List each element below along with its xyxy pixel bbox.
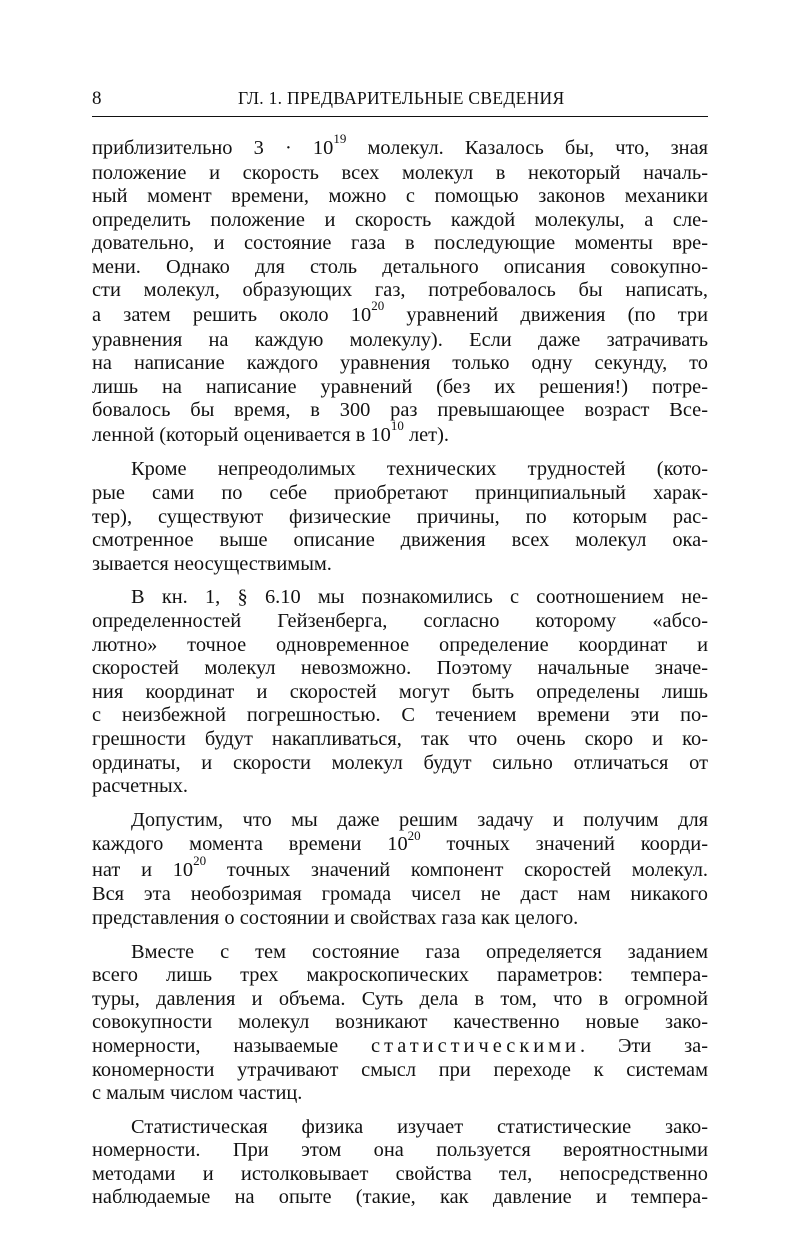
text-line: Вместе с тем состояние газа определяется заданием — [131, 940, 708, 963]
text-line: каждого момента времени $10^{20}$ точных значений коорди- — [92, 827, 708, 856]
running-header — [92, 88, 708, 117]
paragraph-5 — [92, 941, 708, 1106]
text-line: ный момент времени, можно с помощью законов механики — [92, 185, 708, 208]
text-line: нат и $10^{20}$ точных значений компонент скоростей молекул. — [92, 853, 709, 881]
chapter-title: ГЛ. 1. ПРЕДВАРИТЕЛЬНЫЕ СВЕДЕНИЯ — [238, 88, 565, 108]
text-line: совокупности молекул возникают качественно новые зако- — [92, 1011, 708, 1034]
text-line: В кн. 1, § 6.10 мы познакомились с соотношением не- — [131, 586, 708, 609]
text-line: Вся эта необозримая громада чисел не даст нам никакого — [92, 883, 708, 906]
text-line: всего лишь трех макроскопических параметров: темпера- — [92, 964, 708, 987]
text-line: определить положение и скорость каждой молекулы, а сле- — [92, 208, 708, 231]
text-line: ленной (который оценивается в $10^{10}$ лет). — [92, 418, 449, 446]
text-line: ординаты, и скорости молекул будут сильно отличаться от — [92, 751, 708, 774]
text-line: сти молекул, образующих газ, потребовалось бы написать, — [92, 279, 708, 302]
text-line: туры, давления и объема. Суть дела в том, что в огромной — [92, 987, 708, 1010]
paragraph-3 — [92, 586, 708, 798]
text-line: бовалось бы время, в 300 раз превышающее возраст Все- — [92, 399, 708, 422]
text-line: тер), существуют физические причины, по которым рас- — [92, 505, 708, 528]
text-line: на написание каждого уравнения только одну секунду, то — [92, 352, 708, 375]
text-line: смотренное выше описание движения всех молекул ока- — [92, 529, 708, 552]
text-line: лишь на написание уравнений (без их решения!) потре- — [92, 375, 708, 398]
text-line: методами и истолковывает свойства тел, непосредственно — [92, 1162, 708, 1185]
paragraph-1 — [92, 131, 708, 448]
text-line: Кроме непреодолимых технических трудностей (кото- — [131, 458, 708, 481]
text-line: кономерности утрачивают смысл при переходе к системам — [92, 1058, 708, 1081]
text-line: Допустим, что мы даже решим задачу и получим для — [131, 808, 708, 831]
text-line: Статистическая физика изучает статистические зако- — [131, 1115, 708, 1138]
paragraph-4 — [92, 809, 708, 931]
text-line: с малым числом частиц. — [92, 1082, 303, 1105]
text-line: рые сами по себе приобретают принципиальный харак- — [92, 482, 708, 505]
text-line: а затем решить около $10^{20}$ уравнений движения (по три — [92, 298, 708, 327]
text-line: ния координат и скоростей могут быть определены лишь — [92, 680, 708, 703]
text-line: грешности будут накапливаться, так что очень скоро и ко- — [92, 727, 708, 750]
text-line: положение и скорость всех молекул в некоторый началь- — [92, 161, 708, 184]
text-line: мени. Однако для столь детального описания совокупно- — [92, 255, 708, 278]
text-line: номерности, называемые статистическими. Эти за- — [92, 1034, 708, 1057]
paragraph-2 — [92, 458, 708, 576]
emphasized-term: статистическими — [371, 1034, 580, 1057]
text-line: лютно» точное одновременное определение координат и — [92, 633, 708, 656]
page-body — [92, 131, 709, 1210]
text-line: представления о состоянии и свойствах газа как целого. — [92, 906, 579, 929]
text-line: зывается неосуществимым. — [92, 552, 332, 575]
text-line: уравнения на каждую молекулу). Если даже затрачивать — [92, 328, 708, 351]
text-line: довательно, и состояние газа в последующие моменты вре- — [92, 232, 708, 255]
text-line: определенностей Гейзенберга, согласно которому «абсо- — [92, 610, 708, 632]
page-number: 8 — [92, 88, 102, 109]
paragraph-6 — [92, 1116, 708, 1210]
text-line: расчетных. — [92, 775, 189, 798]
text-line: наблюдаемые на опыте (такие, как давление и темпера- — [92, 1186, 708, 1209]
text-line: с неизбежной погрешностью. С течением времени эти по- — [92, 704, 708, 727]
text-line: скоростей молекул невозможно. Поэтому начальные значе- — [92, 657, 708, 680]
text-line: приблизительно $3 \cdot 10^{19}$ молекул. Казалось бы, что, зная — [92, 131, 708, 159]
text-line: номерности. При этом она пользуется вероятностными — [92, 1139, 708, 1162]
